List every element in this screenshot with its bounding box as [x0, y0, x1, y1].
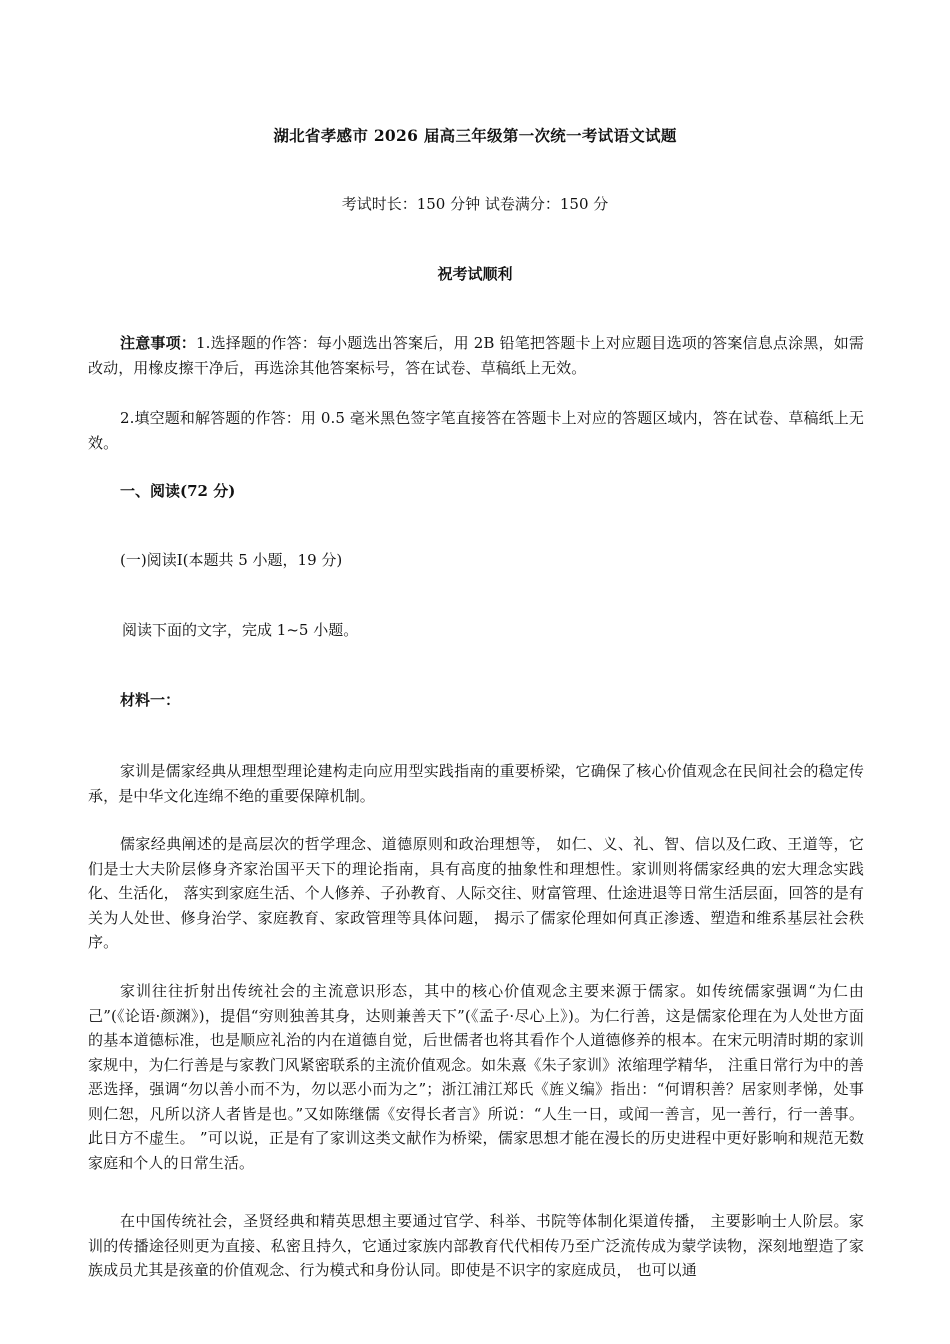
- paragraph-2: 儒家经典阐述的是高层次的哲学理念、道德原则和政治理想等， 如仁、义、礼、智、信以及仁政、王道等，它们是士大夫阶层修身齐家治国平天下的理论指南，具有高度的抽象性和理想性。家训则将儒家经典的宏大理念实践化、生活化， 落实到家庭生活、个人修养、子孙教育、人际交往、财富管理、仕途进退等日常生活层面，回答的是有关为人处世、修身治学、家庭教育、家政管理等具体问题， 揭示了儒家伦理如何真正渗透、塑造和维系基层社会秩序。: [88, 835, 864, 951]
- notice-label: 注意事项：: [120, 334, 196, 352]
- document-title: 湖北省孝感市 2026 届高三年级第一次统一考试语文试题: [273, 126, 677, 145]
- paragraph-4: 在中国传统社会，圣贤经典和精英思想主要通过官学、科举、书院等体制化渠道传播， 主要影响士人阶层。家训的传播途径则更为直接、私密且持久，它通过家族内部教育代代相传乃至广泛流传成为蒙学读物，深刻地塑造了家族成员尤其是孩童的价值观念、行为模式和身份认同。即使是不识字的家庭成员， 也可以通: [88, 1212, 864, 1279]
- notice-item-1: [88, 331, 864, 380]
- exam-info: 考试时长：150 分钟 试卷满分：150 分: [341, 195, 609, 213]
- exam-wish: 祝考试顺利: [437, 265, 513, 283]
- paragraph-1: 家训是儒家经典从理想型理论建构走向应用型实践指南的重要桥梁，它确保了核心价值观念在民间社会的稳定传承，是中华文化连绵不绝的重要保障机制。: [88, 762, 864, 805]
- reading-instruction: 阅读下面的文字，完成 1~5 小题。: [122, 621, 359, 639]
- section-heading-reading: 一、阅读(72 分): [120, 482, 236, 500]
- notice-item-2: 2.填空题和解答题的作答：用 0.5 毫米黑色签字笔直接答在答题卡上对应的答题区域内，答在试卷、草稿纸上无效。: [88, 409, 864, 452]
- material-label: 材料一：: [120, 691, 181, 709]
- paragraph-3: 家训往往折射出传统社会的主流意识形态，其中的核心价值观念主要来源于儒家。如传统儒家强调“为仁由己”(《论语·颜渊》)，提倡“穷则独善其身，达则兼善天下”(《孟子·尽心上》)。为仁行善，这是儒家伦理在为人处世方面的基本道德标准，也是顺应礼治的内在道德自觉，后世儒者也将其看作个人道德修养的根本。在宋元明清时期的家训家规中，为仁行善是与家教门风紧密联系的主流价值观念。如朱熹《朱子家训》浓缩理学精华， 注重日常行为中的善恶选择，强调“勿以善小而不为，勿以恶小而为之”；浙江浦江郑氏《旌义编》指出：“何谓积善？居家则孝悌，处事则仁恕，凡所以济人者皆是也。”又如陈继儒《安得长者言》所说：“人生一日，或闻一善言，见一善行，行一善事。此日方不虚生。 ”可以说，正是有了家训这类文献作为桥梁，儒家思想才能在漫长的历史进程中更好影响和规范无数家庭和个人的日常生活。: [88, 982, 864, 1172]
- notice-item-1-text: 1.选择题的作答：每小题选出答案后，用 2B 铅笔把答题卡上对应题目选项的答案信息点涂黑，如需改动，用橡皮擦干净后，再选涂其他答案标号，答在试卷、草稿纸上无效。: [88, 334, 864, 377]
- subsection-heading: (一)阅读Ⅰ(本题共 5 小题，19 分): [120, 551, 343, 569]
